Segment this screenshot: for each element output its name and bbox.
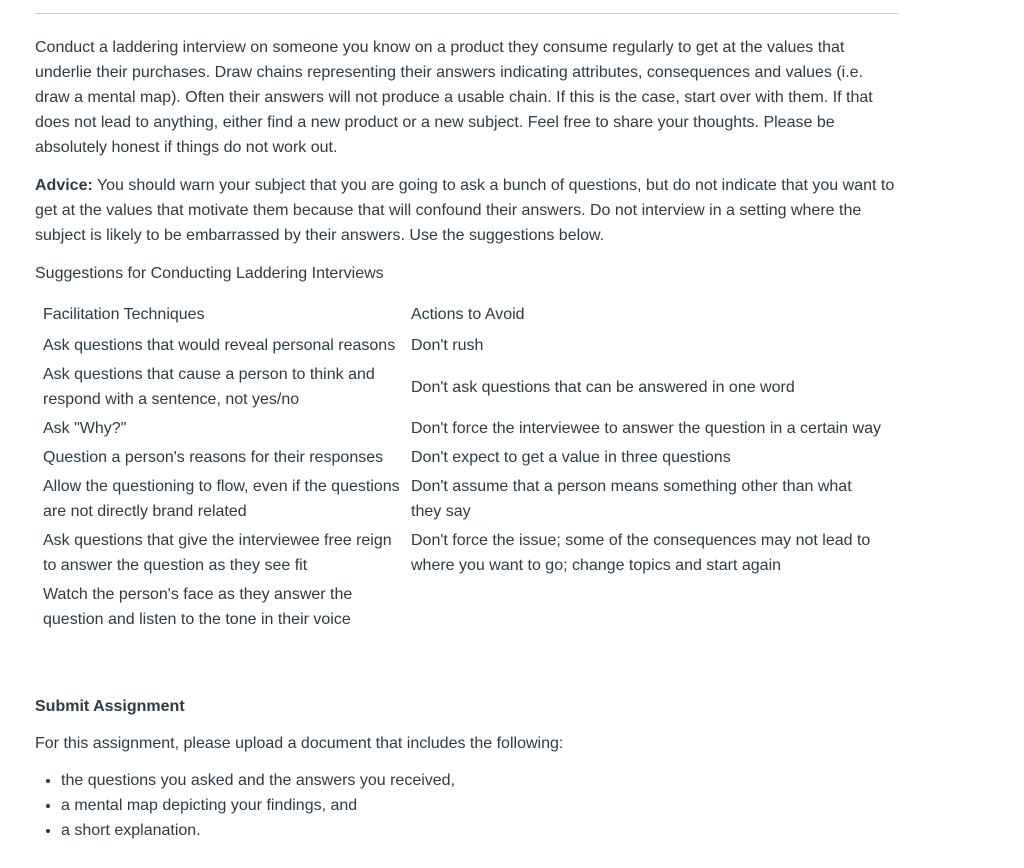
table-cell: Don't force the issue; some of the consequences may not lead to where you want to go; change topics and start again (411, 532, 871, 574)
submit-description: For this assignment, please upload a document that includes the following: (35, 735, 564, 752)
header-facilitation: Facilitation Techniques (43, 306, 205, 323)
table-cell: Don't force the interviewee to answer the question in a certain way (411, 420, 881, 437)
table-row (39, 526, 887, 580)
assignment-intro: Conduct a laddering interview on someone you know on a product they consume regularly to get at the values that underlie their purchases. Draw chains representing their answers indicating attributes, consequences and values (i.e. draw a mental map). Often their answers will not produce a usable chain. If this is the case, start over with them. If that does not lead to anything, either find a new product or a new subject. Feel free to share your thoughts. Please be absolutely honest if things do not work out. (35, 39, 873, 156)
table-cell: Ask "Why?" (43, 420, 127, 437)
advice-text: You should warn your subject that you are going to ask a bunch of questions, but do not indicate that you want to get at the values that motivate them because that will confound their answers. Do not interview in a setting where the subject is likely to be embarrassed by their answers. Use the suggestions below. (35, 177, 895, 244)
table-cell: Don't expect to get a value in three questions (411, 449, 731, 466)
table-cell: Ask questions that would reveal personal reasons (43, 337, 396, 354)
requirements-list (35, 768, 898, 843)
submit-assignment-title: Submit Assignment (35, 698, 185, 715)
table-row (39, 360, 887, 414)
table-header-row (39, 300, 887, 331)
list-item: • a short explanation. (61, 818, 898, 843)
advice-paragraph (35, 173, 898, 248)
header-avoid: Actions to Avoid (411, 306, 525, 323)
table-cell: Don't rush (411, 337, 484, 354)
table-row (39, 472, 887, 526)
table-cell: Watch the person's face as they answer the question and listen to the tone in their voice (43, 586, 353, 628)
table-row (39, 331, 887, 360)
table-cell: Don't assume that a person means something other than what they say (411, 478, 852, 520)
table-cell: Ask questions that give the interviewee free reign to answer the question as they see fit (43, 532, 392, 574)
table-row (39, 443, 887, 472)
list-item: • a mental map depicting your findings, and (61, 793, 898, 818)
table-cell: Question a person's reasons for their responses (43, 449, 384, 466)
list-item: • the questions you asked and the answers you received, (61, 768, 898, 793)
table-cell: Allow the questioning to flow, even if the questions are not directly brand related (43, 478, 400, 520)
table-row (39, 580, 887, 634)
advice-label: Advice: (35, 177, 93, 194)
table-row (39, 414, 887, 443)
table-cell: Don't ask questions that can be answered in one word (411, 378, 795, 396)
assignment-content (35, 0, 898, 843)
table-cell: Ask questions that cause a person to think and respond with a sentence, not yes/no (43, 366, 375, 408)
table-cell (407, 580, 887, 634)
suggestions-title: Suggestions for Conducting Laddering Interviews (35, 265, 384, 282)
divider (35, 13, 898, 14)
suggestions-table (39, 300, 887, 634)
